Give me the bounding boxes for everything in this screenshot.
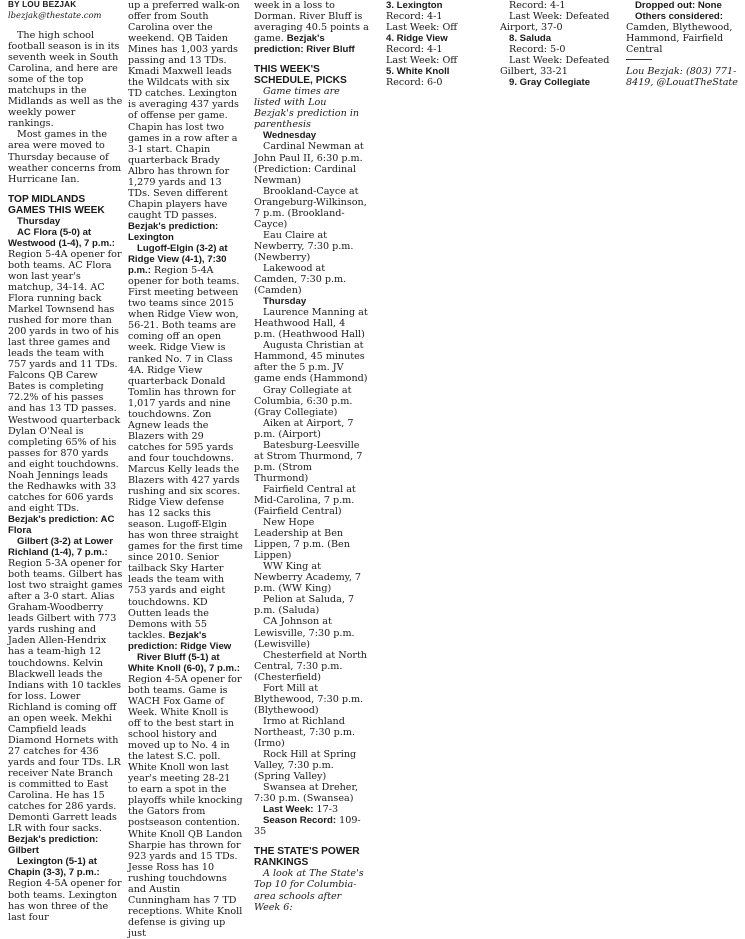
game-2-prediction: Bezjak's prediction: Gilbert [8,834,99,857]
season-record [254,815,369,837]
section-heading-top-games: TOP MIDLANDS GAMES THIS WEEK [8,193,105,216]
schedule-item: Gray Collegiate at Columbia, 6:30 p.m. (Gray Collegiate) [254,384,353,418]
last-week-value: 17-3 [316,804,339,816]
schedule-item: Fort Mill at Blythewood, 7:30 p.m. (Blythewood) [254,682,364,716]
schedule-item: CA Johnson at Lewisville, 7:30 p.m. (Lewisville) [254,616,355,650]
ranking-8-team: 8. Saluda [509,33,552,45]
divider [626,59,652,60]
column-2 [128,0,243,939]
game-5-prediction: Bezjak's prediction: River Bluff [254,33,355,56]
column-6 [626,0,741,88]
game-1 [8,227,123,514]
schedule-item: Swansea at Dreher, 7:30 p.m. (Swansea) [254,782,359,805]
last-week-label: Last Week: [263,804,314,816]
ranking-7-record: Record: 4-1 [509,0,566,11]
column-1 [8,0,123,923]
day-heading-wednesday: Wednesday [263,130,317,142]
game-3 [8,856,123,922]
intro-paragraph-1: The high school football season is in its seventh week in South Carolina, and here are some of the top matchups in the Midlands as well as the weekly power rankings. [8,30,123,130]
game-3-continued: up a preferred walk-on offer from South Carolina over the weekend. QB Taiden Mines has 1,003 yards passing and 13 TDs. Kmadi Maxwell leads the Wildcats with six TD catches. Lexington is averaging 437 yards of offense per game. Chapin has lost two games in a row after a 3-1 start. Chapin quarterback Brady Albro has thrown for 1,279 yards and 13 TDs. Seven different Chapin players have caught TD passes. [128,0,240,221]
ranking-5-team: 5. White Knoll [386,66,450,78]
column-5 [500,0,615,88]
ranking-8-record: Record: 5-0 [509,44,566,56]
schedule-item: Lakewood at Camden, 7:30 p.m. (Camden) [254,262,347,297]
game-1-body: Region 5-4A opener for both teams. AC Flora won last year's matchup, 34-14. AC Flora running back Markel Townsend has rushed for more than 200 yards in two of his last three games and leads the team with 757 yards and 11 TDs. Falcons QB Carew Bates is completing 72.2% of his passes and has 13 TD passes. Westwood quarterback Dylan O'Neal is completing 65% of his passes for 870 yards and eight touchdowns. Noah Jennings leads the Redhawks with 33 catches for 606 yards and eight TDs. [8,248,122,514]
ranking-5-record: Record: 6-0 [386,77,443,89]
others-considered-list: Camden, Blythewood, Hammond, Fairfield Central [626,22,733,56]
game-2-title: Gilbert (3-2) at Lower Richland (1-4), 7 p.m.: [8,536,113,559]
ranking-4-team: 4. Ridge View [386,33,448,45]
author-email[interactable]: lbezjak@thestate.com [8,10,102,20]
others-considered-label: Others considered: [635,11,723,23]
schedule-item: WW King at Newberry Academy, 7 p.m. (WW King) [254,561,362,595]
game-5-continued [254,0,369,55]
last-week-record [254,804,369,815]
ranking-3-team: 3. Lexington [386,0,443,11]
game-2-body: Region 5-3A opener for both teams. Gilbert has lost two straight games after a 3-0 start. Alias Graham-Woodberry leads Gilbert with 773 yards rushing and Jaden Allen-Hendrix has a team-high 12 touchdowns. Kelvin Blackwell leads the Indians with 10 tackles for loss. Lower Richland is coming off an open week. Mekhi Campfield leads Diamond Hornets with 27 catches for 436 yards and four TDs. LR receiver Nate Branch is committed to East Carolina. He has 15 catches for 286 yards. Demonti Garrett leads LR with four sacks. [8,558,123,835]
schedule-item: Irmo at Richland Northeast, 7:30 p.m. (Irmo) [254,715,355,749]
schedule-item: Rock Hill at Spring Valley, 7:30 p.m. (Spring Valley) [254,749,357,783]
game-2 [8,536,123,834]
game-4 [128,243,243,652]
schedule-note: Game times are listed with Lou Bezjak's prediction in parenthesis [254,86,360,131]
column-3 [254,0,369,913]
ranking-3-record: Record: 4-1 [386,11,443,23]
game-5-continued-text: week in a loss to Dorman. River Bluff is averaging 40.5 points a game. [254,0,369,45]
game-3-title: Lexington (5-1) at Chapin (3-3), 7 p.m.: [8,856,100,879]
game-5 [128,652,243,939]
day-heading-thursday-schedule: Thursday [263,296,307,308]
ranking-3-last-week: Last Week: Off [386,22,458,34]
byline: BY LOU BEZJAK [8,0,77,9]
power-rankings-note: A look at The State's Top 10 for Columbia-area schools after Week 6: [254,868,364,913]
day-heading-thursday: Thursday [17,215,61,227]
schedule-item: Aiken at Airport, 7 p.m. (Airport) [254,417,354,440]
season-record-label: Season Record: [263,815,337,827]
author-contact[interactable]: Lou Bezjak: (803) 771-8419, @LouatTheState [626,66,738,89]
ranking-8-last-week: Last Week: Defeated Gilbert, 33-21 [500,55,610,78]
schedule-item: New Hope Leadership at Ben Lippen, 7 p.m. (Ben Lippen) [254,517,350,562]
ranking-7-last-week: Last Week: Defeated Airport, 37-0 [500,11,610,34]
game-5-body: Region 4-5A opener for both teams. Game is WACH Fox Game of Week. White Knoll is off to the best start in school history and moved up to No. 4 in the latest S.C. poll. White Knoll won last year's meeting 28-21 to earn a spot in the playoffs while knocking the Gators from postseason contention. White Knoll QB Landon Sharpie has thrown for 923 yards and 15 TDs. Jesse Ross has 10 rushing touchdowns and Austin Cunningham has 7 TD receptions. White Knoll defense is giving up just [128,673,243,939]
section-heading-power-rankings: THE STATE'S POWER RANKINGS [254,846,360,869]
intro-paragraph-2: Most games in the area were moved to Thursday because of weather concerns from Hurricane Ian. [8,129,122,185]
column-4 [386,0,501,88]
thursday-games [254,307,369,804]
ranking-4-last-week: Last Week: Off [386,55,458,67]
schedule-item: Laurence Manning at Heathwood Hall, 4 p.m. (Heathwood Hall) [254,307,368,341]
schedule-item: Cardinal Newman at John Paul II, 6:30 p.m. (Prediction: Cardinal Newman) [254,141,364,186]
game-1-prediction: Bezjak's prediction: AC Flora [8,513,115,536]
game-1-title: AC Flora (5-0) at Westwood (1-4), 7 p.m.: [8,226,115,249]
schedule-item: Brookland-Cayce at Orangeburg-Wilkinson, 7 p.m. (Brookland-Cayce) [254,185,367,230]
dropped-out: Dropped out: None [635,0,722,11]
schedule-item: Chesterfield at North Central, 7:30 p.m. (Chesterfield) [254,649,367,683]
ranking-4-record: Record: 4-1 [386,44,443,56]
schedule-item: Batesburg-Leesville at Strom Thurmond, 7 p.m. (Strom Thurmond) [254,439,363,484]
game-4-prediction: Bezjak's prediction: Ridge View [128,629,232,652]
game-5-title: River Bluff (5-1) at White Knoll (6-0), 7 p.m.: [128,651,240,674]
game-4-body: Region 5-4A opener for both teams. First meeting between two teams since 2015 when Ridge View won, 56-21. Both teams are coming off an open week. Ridge View is ranked No. 7 in Class 4A. Ridge View quarterback Donald Tomlin has thrown for 1,017 yards and nine touchdowns. Zon Agnew leads the Blazers with 29 catches for 595 yards and four touchdowns. Marcus Kelly leads the Blazers with 427 yards rushing and six scores. Ridge View defense has 12 sacks this season. Lugoff-Elgin has won three straight games for the first time since 2010. Senior tailback Sky Harter leads the team with 753 yards and eight touchdowns. KD Outten leads the Demons with 55 tackles. [128,265,243,641]
wednesday-games [254,141,369,296]
schedule-item: Pelion at Saluda, 7 p.m. (Saluda) [254,594,355,617]
schedule-item: Augusta Christian at Hammond, 45 minutes after the 5 p.m. JV game ends (Hammond) [254,340,368,385]
game-3-prediction: Bezjak's prediction: Lexington [128,220,219,243]
ranking-9-team: 9. Gray Collegiate [509,77,591,89]
game-4-title: Lugoff-Elgin (3-2) at Ridge View (4-1), 7:30 p.m.: [128,243,228,277]
schedule-item: Eau Claire at Newberry, 7:30 p.m. (Newberry) [254,229,354,263]
game-3-body: Region 4-5A opener for both teams. Lexington has won three of the last four [8,878,122,923]
section-heading-schedule: THIS WEEK'S SCHEDULE, PICKS [254,64,347,87]
season-record-value: 109-35 [254,815,361,838]
schedule-item: Fairfield Central at Mid-Carolina, 7 p.m. (Fairfield Central) [254,483,356,518]
